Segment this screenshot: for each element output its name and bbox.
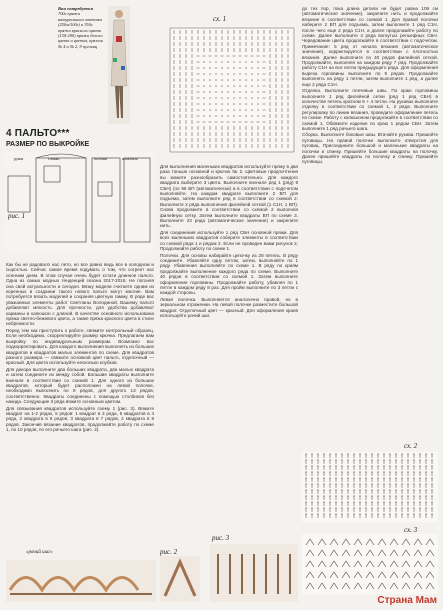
site-watermark: Страна Мам (377, 595, 437, 606)
col2-paragraph-4: Левая полочка. Выполняется аналогично правой, но в зеркальном отражении. На левой полочке разместите большой квадрат. Отделочный цвет — красный. Для оформления краев используйте рачий шаг. (160, 296, 298, 318)
col1-paragraph-4: Для связывания квадратов используйте схему 1 (рис. 3). Вяжите квадрат на 1-2 рядах, 5 рядов: 1 квадрат в 3 ряда, 5 квадратов в 4 ряда, 2 квадрата в 6 рядов, 3 квадрата в 7 рядов, 2 квадрата в 8 рядов. Закончив вязание квадратов, продолжайте работу по схеме 1, по 10 рядов, по его рачьего шага (рис. 2). (6, 405, 154, 433)
col1-paragraph-3: Для декора выполните два больших квадрата, два малых квадрата и затем соедините их между собой. Большие квадраты выполните вначале в соответствии со схемой 1. Для одного из больших квадратов, который будет расположен на левой полочке, необходимо выполнить по 8 рядов, для другого 13 рядов, соответственно. Квадраты соединены с помощью столбиков без накида. Следующие 3 ряда вяжите основным цветом. (6, 366, 154, 405)
col3-paragraph-2: Отделка. Выполните плечевые швы. По краю горловины выполните 1 ряд филейной сетки (ряд 1 ряд СБН) в количестве петель кратном 6 + 4 петли. На рукавах выполните отделку в соответствии со схемой 1, 2 ряда. Выполните регулировку по линии вязания, проведите оформление петель по схеме. Работу с капюшоном продолжайте в соответствии со схемой 1. Обвяжите изделие по краю 1 рядом СБН. Затем выполните 1 ряд рачьего шага. (302, 88, 438, 131)
figure-1-caption: рис. 1 (8, 212, 26, 220)
col2-paragraph-3: Полочки. Для основы набирайте цепочку из 28 петель. В ряду соедините. Убавляйте одну петлю, затем, выполняйте по 1 ряду. Убавления выполняйте по схеме 1. В ряду по краям продолжайте выполнение каждого ряда по схеме. Выполните 40 рядов в соответствии со схемой 1. Затем выполните оформление горловины. Продолжайте работу, убавляя по 1 петле в каждом ряду 8 раз. Для пройм выполните по 3 петли с каждой стороны. (160, 252, 298, 296)
pattern-schematic (4, 152, 154, 252)
figure-2-illustration (160, 556, 200, 602)
col1-paragraph-2: Перед тем как приступить к работе, свяжите контрольный образец. Если необходимо, скорректируйте размер крючка. Предлагаем вам выкройку по индивидуальным размерам. Возможно вас подкорректировать. Для каждого выполнения выполнять из больших квадратов и квадратов малых элементов по схеме. Для квадратов разного размера — свяжите основной цвет пальто, отделочный — красный. Для цвета используйте несколько клубков. (6, 327, 154, 366)
figure-3-caption: рис. 3 (212, 534, 230, 542)
col1-paragraph-1: Как бы не радовало нас лето, но все равно ведь все в холодном и сыростью. Сейчас самое время подумать о том, что согреет нас осенним днем. В этом случае очень будет кстати длинное пальто. Одна из самых модных тенденций сезона 2017-2018. Не погоняя она свой актуальности и сегодня. Вязку модели считаете одним из коренных в создании такого нового пальто могут многие. Вам потребуется вязать моделей и сохраняя цветную гамму. В ряде вас уважаемых элементы работ Светланы Володиной. Вашему пальто добавляют мягкость. Для прочности, для удобства добавляют карманы и капюшон с длиной. В качестве основного использована пряжа светло-бежевого цвета, а также пряжа красного цвета в стиле небрежности. (6, 262, 154, 327)
model-photo (108, 6, 130, 124)
label-shelf: полочка (94, 156, 108, 161)
materials-heading: Вам потребуется (58, 6, 93, 11)
label-back: спинка (48, 156, 60, 161)
pattern-subtitle: РАЗМЕР ПО ВЫКРОЙКЕ (6, 141, 90, 148)
col2-paragraph-1: Для выполнения маленьких квадратов используйте пряжу в два раза тоньше основной и крючок № 2. Цветовые предпочтения вы можете разнообразить самостоятельно. Для каждого квадрата выберите 3 цвета. Выполните вначале ряд 1 (ряд) 9 СБН) (по 95 ВП (автоматически) и в соответствии с подсчетом выполняйте. На каждом квадрате выполните 2 ВП для подъема, затем выполните ряд в соответствии со схемой 2. Выполните 2 ряда выполнения филейной сеткой (1 С1Н, 1 ВП). Снова продолжите в соответствии со схемой 2 выполняя филейную сетку. Затем выполните квадраты ВП по схеме 3. Выполните 23 ряда (автоматическое значение) и закрепите нить. (160, 164, 298, 229)
text-column-1 (6, 262, 154, 560)
scheme-1-caption: сх. 1 (213, 15, 227, 23)
pattern-title: 4 ПАЛЬТО*** (6, 128, 70, 139)
scheme-2-caption: сх. 2 (404, 442, 418, 450)
figure-2-caption: рис. 2 (160, 548, 178, 556)
scheme-3-chart (302, 534, 438, 594)
col3-paragraph-3: Сборка. Выполните боковые швы. Втачайте рукава. Пришейте пуговицы. На правой полочке выполните отверстия для пуговиц. Присоедините большой и маленькие квадраты на полочки и спинку. Пришейте большие квадраты на полочку. Далее пришейте квадраты по полочку и спинку. Пришейте пуговицы. (302, 132, 438, 165)
text-column-2 (160, 164, 298, 544)
scheme-2-chart (302, 452, 438, 522)
figure-3-illustration (210, 544, 298, 602)
materials-block (58, 6, 103, 49)
text-column-3 (302, 6, 438, 438)
materials-text: 700г пряжи натурального оттенка (250м/100г) и 350г пряжи красного цвета (150-200) пряжи белого цвета и цветов, крючок № 4 и № 2, 9 пуговиц (58, 11, 103, 49)
col3-paragraph-1: до тех пор, пока длина детали не будет равна 109 см (автоматическое значение), закрепите нить и продолжайте вязание в соответствии со схемой 1. Для правой полочки наберите 2 ВП для подъема, затем выполните 1 ряд С1Н, после чего еще 2 ряда С1Н, а далее продолжайте работу по схеме. Далее выполните 4 ряда вогнутых рельефных СБН. Чередование цвета продолжайте в соответствии с подсчетом. Примечание: 5 ряд от начала вязания (автоматическое значение), корректируется в соответствии с плотностью вязания. Далее выполните по 40 рядов филейной сеткой. Продолжайте, выполняя на каждом ряду 7 ряд. Продолжайте работу С1Н на все петли предыдущего ряда. Для оформления выреза горловины выполните по 9 рядов. Продолжайте выполнять на ряду 1 петли, затем выполните 1 ряд, а далее еще 2 ряда С1Н. (302, 6, 438, 87)
scheme-1-chart (168, 26, 296, 154)
crab-stitch-caption: «рачий шаг» (26, 550, 53, 555)
crab-stitch-illustration (6, 560, 156, 602)
label-sleeve: рукав (14, 156, 24, 161)
scheme-3-caption: сх. 3 (404, 526, 418, 534)
label-hood: капюшон (122, 156, 138, 161)
col2-paragraph-2: Для соединения используйте 1 ряд СБН основной пряжи. Для всех маленьких квадратов соберите элементы в соответствии со схемой ряда 1 и рядом 2. Если не проведен вами рисунок 2, Продолжайте работу по схеме 1. (160, 229, 298, 252)
